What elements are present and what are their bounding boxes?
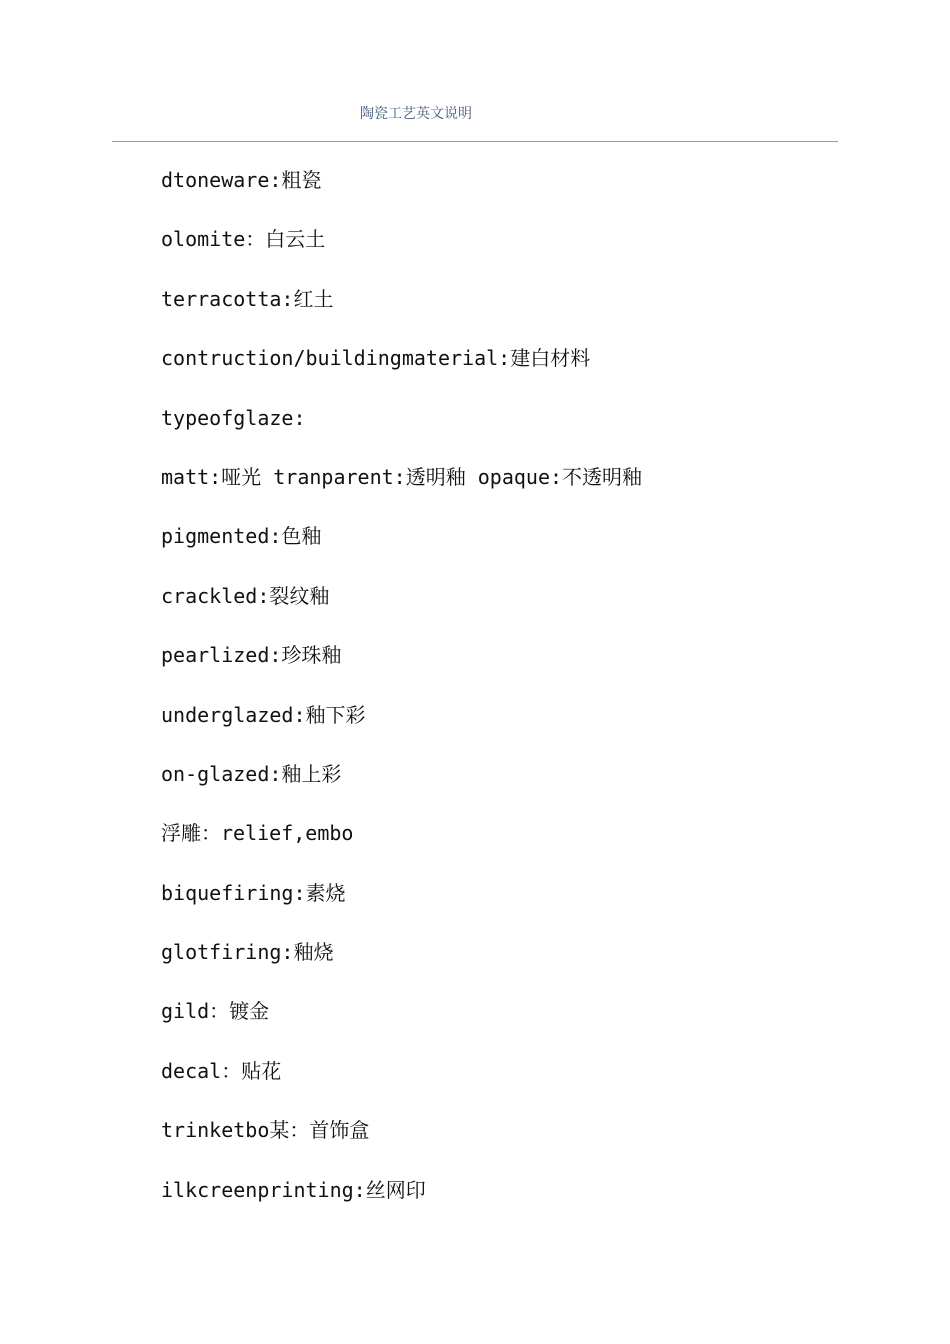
glossary-list [161, 163, 861, 1232]
glossary-entry: decal：贴花 [161, 1058, 282, 1083]
glossary-entry: biquefiring:素烧 [161, 880, 346, 905]
page-header [0, 103, 950, 125]
glossary-entry: dtoneware:粗瓷 [161, 168, 322, 192]
glossary-entry: typeofglaze: [161, 405, 306, 430]
header-divider [112, 141, 838, 142]
glossary-entry: on-glazed:釉上彩 [161, 761, 342, 786]
glossary-entry: matt:哑光 tranparent:透明釉 opaque:不透明釉 [161, 464, 643, 489]
glossary-entry: contruction/buildingmaterial:建白材料 [161, 346, 591, 371]
glossary-entry: underglazed:釉下彩 [161, 702, 366, 727]
glossary-entry: trinketbo某：首饰盒 [161, 1118, 370, 1143]
glossary-entry: pearlized:珍珠釉 [161, 643, 342, 668]
header-title: 陶瓷工艺英文说明 [360, 106, 472, 122]
glossary-entry: ilkcreenprinting:丝网印 [161, 1177, 426, 1202]
glossary-entry: glotfiring:釉烧 [161, 940, 334, 965]
glossary-entry: olomite：白云土 [161, 227, 326, 252]
glossary-entry: 浮雕：relief,embo [161, 821, 354, 846]
glossary-entry: pigmented:色釉 [161, 524, 322, 549]
glossary-entry: crackled:裂纹釉 [161, 583, 330, 608]
glossary-entry: gild：镀金 [161, 999, 270, 1024]
glossary-entry: terracotta:红土 [161, 286, 334, 311]
